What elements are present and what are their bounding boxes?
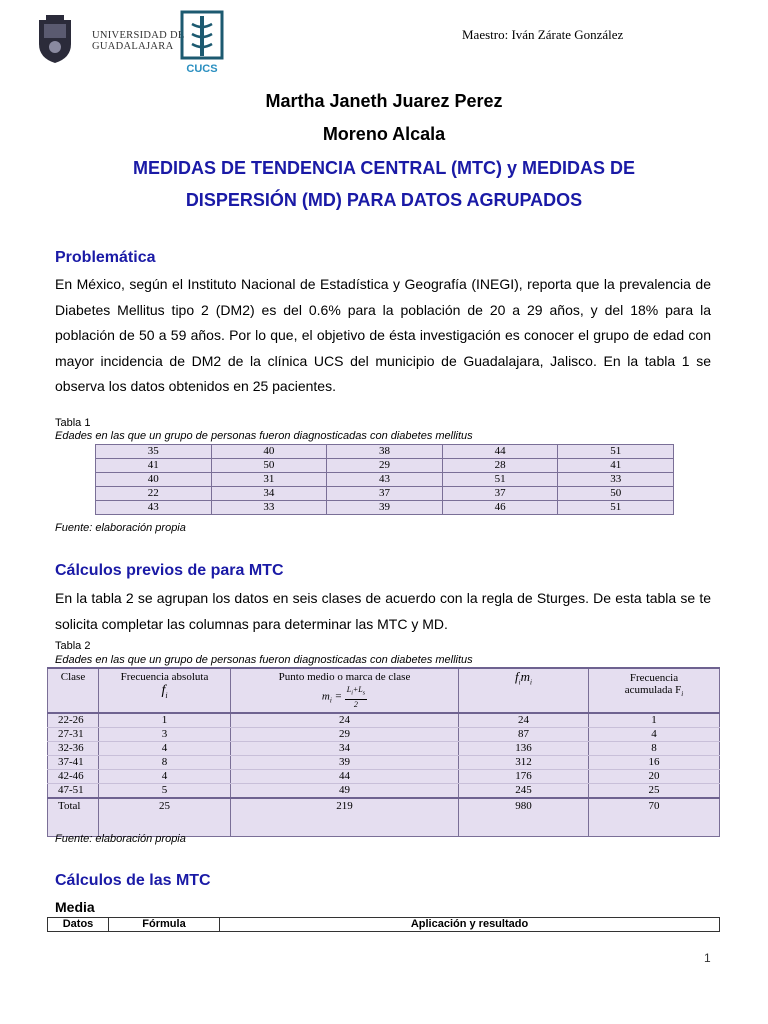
table-cell: 87 <box>459 728 589 742</box>
table-cell: 31 <box>211 473 327 487</box>
table-cell: 47-51 <box>48 784 99 799</box>
total-cell: 25 <box>99 798 231 837</box>
table-cell: 40 <box>96 473 212 487</box>
table-cell: 43 <box>96 501 212 515</box>
table-row <box>48 756 720 770</box>
table-row <box>48 713 720 728</box>
page-number: 1 <box>704 951 711 965</box>
table-cell: 5 <box>99 784 231 799</box>
media-subheading: Media <box>55 899 95 915</box>
total-cell: 70 <box>589 798 720 837</box>
table-cell: 245 <box>459 784 589 799</box>
table-cell: 51 <box>442 473 558 487</box>
header-punto-medio: Punto medio o marca de clase $m_i$ = $\frac{L_i+L_s}{2}$ <box>231 668 459 713</box>
table-cell: 37-41 <box>48 756 99 770</box>
table-cell: 44 <box>231 770 459 784</box>
teacher-name: Maestro: Iván Zárate González <box>462 27 624 42</box>
table-cell: 1 <box>99 713 231 728</box>
table-cell: 136 <box>459 742 589 756</box>
table-cell: 25 <box>589 784 720 799</box>
table-cell: 8 <box>99 756 231 770</box>
table-row <box>96 445 674 459</box>
tabla1-source: Fuente: elaboración propia <box>55 522 186 534</box>
table-row <box>48 728 720 742</box>
document-title-line2: DISPERSIÓN (MD) PARA DATOS AGRUPADOS <box>185 190 583 210</box>
table-cell: 29 <box>327 459 443 473</box>
media-header-aplicacion: Aplicación y resultado <box>220 918 720 932</box>
table-row <box>96 501 674 515</box>
table-cell: 24 <box>459 713 589 728</box>
problematica-paragraph: En México, según el Instituto Nacional de Estadística y Geografía (INEGI), reporta que la prevalencia de Diabetes Mellitus tipo 2 (DM2) es del 0.6% para la población de 20 a 29 años, y del 18% para la población de 50 a 59 años. Por lo que, el objetivo de ésta investigación es conocer el grupo de edad con mayor incidencia de DM2 de la clínica UCS del municipio de Guadalajara, Jalisco. En la tabla 1 se observa los datos obtenidos en 25 pacientes. <box>55 276 711 394</box>
table-cell: 27-31 <box>48 728 99 742</box>
table-row <box>48 770 720 784</box>
header-frecuencia-absoluta: Frecuencia absoluta $f_i$ <box>99 668 231 713</box>
table-cell: 37 <box>327 487 443 501</box>
table-cell: 4 <box>99 742 231 756</box>
table-cell: 35 <box>96 445 212 459</box>
table-cell: 34 <box>211 487 327 501</box>
table-cell: 49 <box>231 784 459 799</box>
media-header-formula: Fórmula <box>109 918 220 932</box>
table-cell: 32-36 <box>48 742 99 756</box>
table-cell: 39 <box>231 756 459 770</box>
table-cell: 34 <box>231 742 459 756</box>
total-cell: Total <box>48 798 99 837</box>
table-cell: 20 <box>589 770 720 784</box>
table-cell: 38 <box>327 445 443 459</box>
table-cell: 3 <box>99 728 231 742</box>
document-title-line1: MEDIDAS DE TENDENCIA CENTRAL (MTC) y MEDIDAS DE <box>132 158 635 178</box>
table-cell: 43 <box>327 473 443 487</box>
table-cell: 1 <box>589 713 720 728</box>
table-total-row <box>48 798 720 837</box>
tabla1-label: Tabla 1 <box>55 417 91 429</box>
table-cell: 50 <box>558 487 674 501</box>
header-clase: Clase <box>48 668 99 713</box>
table-cell: 44 <box>442 445 558 459</box>
table-cell: 176 <box>459 770 589 784</box>
table-cell: 8 <box>589 742 720 756</box>
total-cell: 980 <box>459 798 589 837</box>
table-cell: 46 <box>442 501 558 515</box>
tabla2-label: Tabla 2 <box>55 640 91 652</box>
table-row <box>96 473 674 487</box>
table-cell: 51 <box>558 501 674 515</box>
calculos-previos-heading: Cálculos previos de para MTC <box>55 562 284 579</box>
table-cell: 4 <box>589 728 720 742</box>
table-row <box>96 487 674 501</box>
calculos-mtc-heading: Cálculos de las MTC <box>55 872 211 889</box>
tabla1 <box>95 444 674 515</box>
tabla1-caption: Edades en las que un grupo de personas fueron diagnosticadas con diabetes mellitus <box>55 430 473 442</box>
table-cell: 50 <box>211 459 327 473</box>
calculos-previos-paragraph: En la tabla 2 se agrupan los datos en seis clases de acuerdo con la regla de Sturges. De esta tabla se te solicita completar las columnas para determinar las MTC y MD. <box>55 590 711 632</box>
table-cell: 41 <box>96 459 212 473</box>
table-cell: 51 <box>558 445 674 459</box>
tabla2-caption: Edades en las que un grupo de personas fueron diagnosticadas con diabetes mellitus <box>55 654 473 666</box>
tabla2-source: Fuente: elaboración propia <box>55 833 186 845</box>
table-row <box>48 784 720 799</box>
table-cell: 22-26 <box>48 713 99 728</box>
table-cell: 37 <box>442 487 558 501</box>
table-row <box>48 742 720 756</box>
table-cell: 28 <box>442 459 558 473</box>
cucs-label: CUCS <box>186 63 218 75</box>
table-cell: 24 <box>231 713 459 728</box>
table-cell: 29 <box>231 728 459 742</box>
university-name: UNIVERSIDAD DE GUADALAJARA <box>92 30 185 52</box>
table-cell: 39 <box>327 501 443 515</box>
media-header-datos: Datos <box>48 918 109 932</box>
table-cell: 22 <box>96 487 212 501</box>
total-cell: 219 <box>231 798 459 837</box>
table-cell: 4 <box>99 770 231 784</box>
table-cell: 312 <box>459 756 589 770</box>
problematica-heading: Problemática <box>55 249 156 266</box>
table-cell: 33 <box>211 501 327 515</box>
header-fimi: $f_im_i$ <box>459 668 589 713</box>
tabla2 <box>47 667 720 837</box>
author-name-1: Martha Janeth Juarez Perez <box>265 91 503 111</box>
table-row <box>96 459 674 473</box>
media-table <box>47 917 720 932</box>
table-cell: 33 <box>558 473 674 487</box>
author-name-2: Moreno Alcala <box>322 124 446 144</box>
table-cell: 16 <box>589 756 720 770</box>
cucs-logo <box>180 10 224 76</box>
table-cell: 42-46 <box>48 770 99 784</box>
udg-crest-logo <box>36 14 74 64</box>
table-cell: 40 <box>211 445 327 459</box>
table-cell: 41 <box>558 459 674 473</box>
header-frecuencia-acumulada: Frecuencia acumulada $F_i$ <box>589 668 720 713</box>
